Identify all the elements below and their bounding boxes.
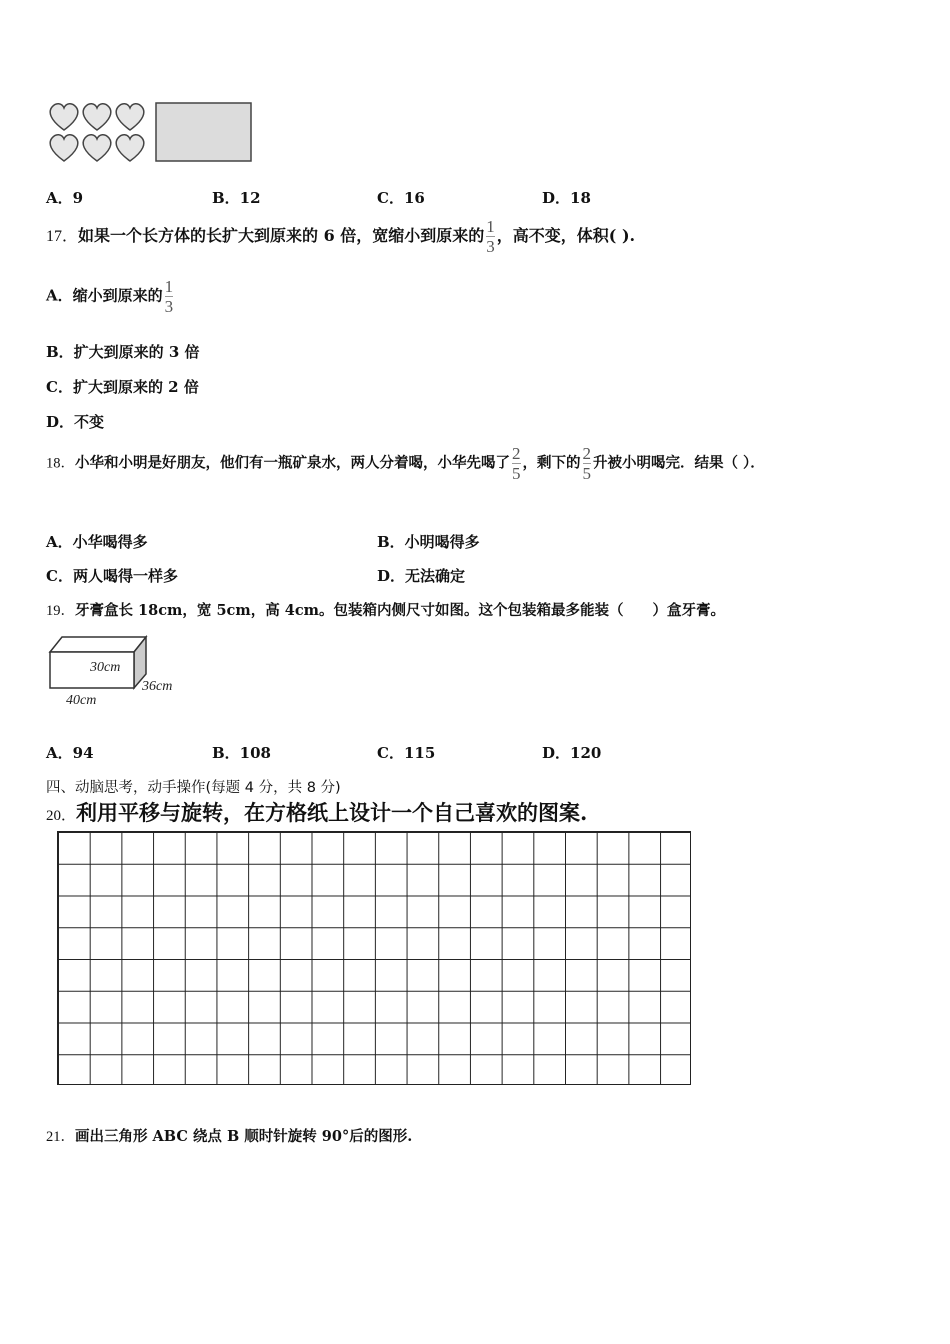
heart-icon [83,104,111,130]
hearts-and-card-figure [48,100,254,164]
height-label: 30cm [90,660,121,675]
length-label: 40cm [66,693,97,708]
q18-option-b: B．小明喝得多 [377,533,480,551]
q18-option-c: C．两人喝得一样多 [46,567,178,585]
question-19: 19．牙膏盒长 18cm，宽 5cm，高 4cm。包装箱内侧尺寸如图。这个包装箱最多能装（ ）盒牙膏。 [46,602,726,619]
q17-option-d: D．不变 [46,413,105,431]
question-21: 21．画出三角形 ABC 绕点 B 顺时针旋转 90°后的图形. [46,1128,413,1145]
box-figure [46,634,196,710]
section-title: 四、动脑思考，动手操作(每题 4 分，共 8 分) [46,780,341,796]
heart-icon [83,135,111,161]
heart-icon [50,135,78,161]
q18-option-d: D．无法确定 [377,567,466,585]
q19-option-c: C．115 [377,744,436,762]
card-rectangle [156,103,251,161]
fraction: $\frac{1}{3}$ [164,277,174,316]
q19-option-a: A．94 [46,744,94,762]
heart-icon [116,104,144,130]
fraction: $\frac{1}{3}$ [486,217,495,256]
question-17: 17．如果一个长方体的长扩大到原来的 6 倍，宽缩小到原来的 $\frac{1}{3}$ ，高不变，体积( ). [46,217,636,256]
square-grid-paper[interactable] [57,831,691,1085]
heart-icon [116,135,144,161]
heart-icon [50,104,78,130]
q19-option-d: D．120 [542,744,602,762]
q18-option-a: A．小华喝得多 [46,533,148,551]
depth-label: 36cm [142,679,173,694]
q19-option-b: B．108 [212,744,271,762]
q17-option-c: C．扩大到原来的 2 倍 [46,378,199,396]
q17-option-a: A．缩小到原来的 $\frac{1}{3}$ [46,277,174,316]
fraction: $\frac{2}{5}$ [512,444,521,483]
q17-option-b: B．扩大到原来的 3 倍 [46,343,200,361]
option-c: C．16 [377,189,425,207]
question-20: 20．利用平移与旋转，在方格纸上设计一个自己喜欢的图案. [46,800,588,825]
option-d: D．18 [542,189,591,207]
option-b: B．12 [212,189,261,207]
fraction: $\frac{2}{5}$ [582,444,591,483]
option-a: A．9 [46,189,84,207]
question-18: 18．小华和小明是好朋友，他们有一瓶矿泉水，两人分着喝，小华先喝了 $\frac{2}{5}$ ，剩下的 $\frac{2}{5}$ 升被小明喝完．结果（ ）． [46,444,765,483]
